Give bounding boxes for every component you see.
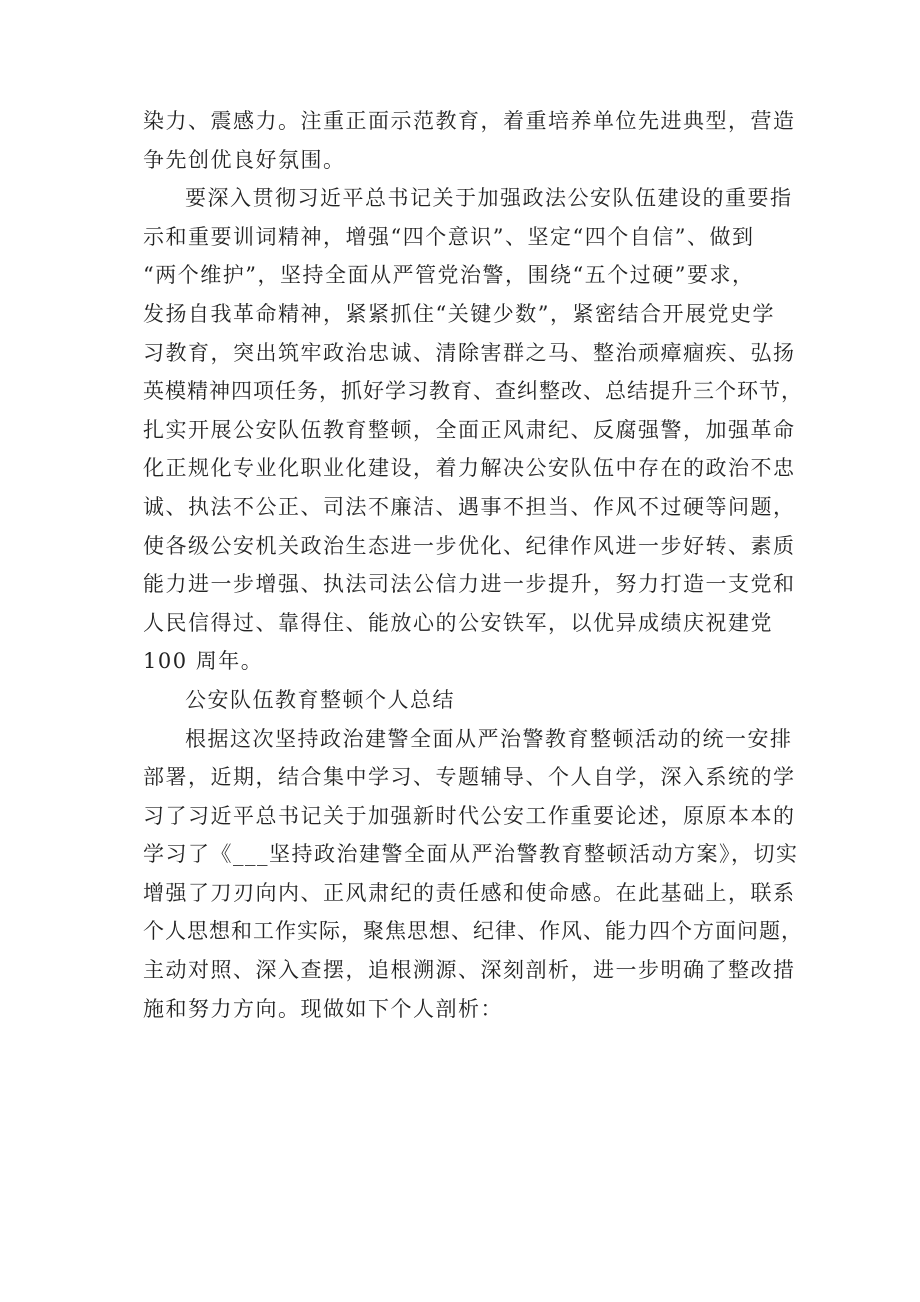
text-line: 公安队伍教育整顿个人总结	[185, 687, 455, 712]
text-line: 争先创优良好氛围。	[143, 147, 346, 172]
text-line: 英模精神四项任务，抓好学习教育、查纠整改、总结提升三个环节，	[143, 379, 803, 404]
text-line: 增强了刀刃向内、正风肃纪的责任感和使命感。在此基础上，联系	[143, 880, 796, 905]
text-line: 发扬自我革命精神，紧紧抓住“关键少数”，紧密结合开展党史学	[143, 301, 775, 326]
text-line: 使各级公安机关政治生态进一步优化、纪律作风进一步好转、素质	[143, 533, 796, 558]
text-line: 100 周年。	[143, 649, 264, 674]
text-line: 要深入贯彻习近平总书记关于加强政法公安队伍建设的重要指	[185, 186, 793, 211]
text-line: 化正规化专业化职业化建设，着力解决公安队伍中存在的政治不忠	[143, 456, 796, 481]
text-line: 示和重要训词精神，增强“四个意识”、坚定“四个自信”、做到	[143, 224, 755, 249]
text-line: 能力进一步增强、执法司法公信力进一步提升，努力打造一支党和	[143, 572, 796, 597]
text-line: 人民信得过、靠得住、能放心的公安铁军，以优异成绩庆祝建党	[143, 610, 773, 635]
text-line: 施和努力方向。现做如下个人剖析：	[143, 996, 503, 1021]
text-line: 学习了《___坚持政治建警全面从严治警教育整顿活动方案》，切实	[143, 842, 799, 867]
text-line: 诚、执法不公正、司法不廉洁、遇事不担当、作风不过硬等问题，	[143, 494, 796, 519]
text-line: 主动对照、深入查摆，追根溯源、深刻剖析，进一步明确了整改措	[143, 958, 796, 983]
text-line: 根据这次坚持政治建警全面从严治警教育整顿活动的统一安排	[185, 726, 793, 751]
text-line: 扎实开展公安队伍教育整顿，全面正风肃纪、反腐强警，加强革命	[143, 417, 796, 442]
document-body	[143, 102, 803, 1028]
text-line: 习教育，突出筑牢政治忠诚、清除害群之马、整治顽瘴痼疾、弘扬	[143, 340, 796, 365]
text-line: 习了习近平总书记关于加强新时代公安工作重要论述，原原本本的	[143, 803, 796, 828]
text-line: 个人思想和工作实际，聚焦思想、纪律、作风、能力四个方面问题，	[143, 919, 803, 944]
text-line: “两个维护”，坚持全面从严管党治警，围绕“五个过硬”要求，	[143, 263, 755, 288]
text-line: 部署，近期，结合集中学习、专题辅导、个人自学，深入系统的学	[143, 765, 796, 790]
text-line: 染力、震感力。注重正面示范教育，着重培养单位先进典型，营造	[143, 109, 796, 133]
